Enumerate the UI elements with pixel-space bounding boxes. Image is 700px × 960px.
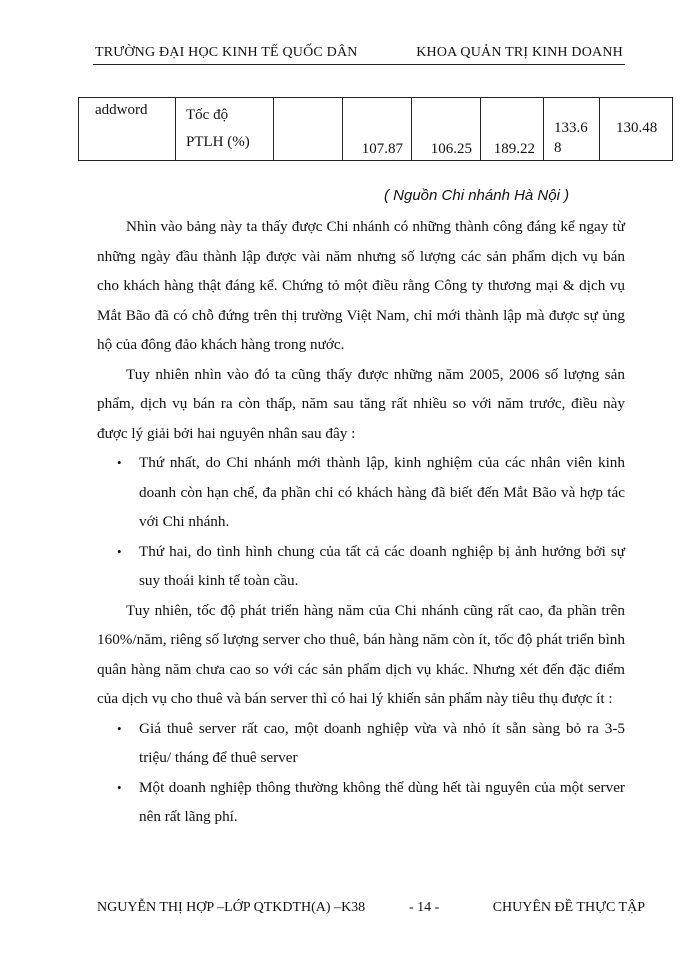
footer-author: NGUYỄN THỊ HỢP –LỚP QTKDTH(A) –K38 [97, 900, 366, 915]
source-note: ( Nguồn Chi nhánh Hà Nội ) [384, 187, 570, 204]
metric-label-line1: Tốc độ [186, 107, 229, 123]
table-cell-value: 107.87 [343, 98, 412, 161]
footer-report-type: CHUYÊN ĐỀ THỰC TẬP [492, 900, 645, 915]
table-cell-value-wrapped [544, 98, 600, 161]
page-header [93, 42, 625, 65]
wrapped-value-line1: 133.6 [554, 120, 588, 136]
list-item: • Thứ hai, do tình hình chung của tất cả các doanh nghiệp bị ảnh hưởng bởi sự suy thoái kinh tế toàn cầu. [97, 537, 625, 596]
data-table [78, 97, 673, 161]
table-cell-value [274, 98, 343, 161]
metric-label-line2: PTLH (%) [186, 134, 250, 150]
table-cell-product: addword [79, 98, 176, 161]
bullet-list [97, 714, 625, 832]
body-text [97, 212, 625, 832]
bullet-icon: • [117, 720, 122, 736]
list-item: • Giá thuê server rất cao, một doanh nghiệp vừa và nhỏ ít sẵn sàng bỏ ra 3-5 triệu/ tháng để thuê server [97, 714, 625, 773]
header-university: TRƯỜNG ĐẠI HỌC KINH TẾ QUỐC DÂN [95, 45, 358, 60]
table-cell-metric [176, 98, 274, 161]
header-faculty: KHOA QUẢN TRỊ KINH DOANH [416, 45, 623, 60]
paragraph: Tuy nhiên nhìn vào đó ta cũng thấy được những năm 2005, 2006 số lượng sản phẩm, dịch vụ bán ra còn thấp, năm sau tăng rất nhiều so với năm trước, điều này được lý giải bởi hai nguyên nhân sau đây : [97, 365, 625, 442]
table-cell-average: 130.48 [600, 98, 673, 161]
table-row [79, 98, 673, 161]
bullet-icon: • [117, 779, 122, 795]
bullet-icon: • [117, 455, 122, 470]
bullet-list [97, 448, 625, 596]
paragraph: Nhìn vào bảng này ta thấy được Chi nhánh có những thành công đáng kể ngay từ những ngày đầu thành lập được vài năm nhưng số lượng các sản phẩm dịch vụ bán cho khách hàng thật đáng kể. Chứng tỏ một điều rằng Công ty thương mại & dịch vụ Mắt Bão đã có chỗ đứng trên thị trường Việt Nam, chỉ mới thành lập mà được sự ủng hộ của đông đảo khách hàng trong nước. [97, 218, 625, 353]
page-number: - 14 - [409, 900, 440, 915]
list-item: • Thứ nhất, do Chi nhánh mới thành lập, kinh nghiệm của các nhân viên kinh doanh còn hạn chế, đa phần chỉ có khách hàng đã biết đến Mắt Bão và hợp tác với Chi nhánh. [97, 448, 625, 537]
wrapped-value-line2: 8 [554, 140, 562, 156]
bullet-icon: • [117, 543, 122, 559]
table-cell-value: 189.22 [481, 98, 544, 161]
paragraph: Tuy nhiên, tốc độ phát triển hàng năm của Chi nhánh cũng rất cao, đa phần trên 160%/năm, riêng số lượng server cho thuê, bán hàng năm còn ít, tốc độ phát triển bình quân hàng năm chưa cao so với các sản phẩm dịch vụ khác. Nhưng xét đến đặc điểm của dịch vụ cho thuê và bán server thì có hai lý khiến sản phẩm này tiêu thụ được ít : [97, 601, 625, 707]
list-item: • Một doanh nghiệp thông thường không thể dùng hết tài nguyên của một server nên rất lãng phí. [97, 773, 625, 832]
table-cell-value: 106.25 [412, 98, 481, 161]
